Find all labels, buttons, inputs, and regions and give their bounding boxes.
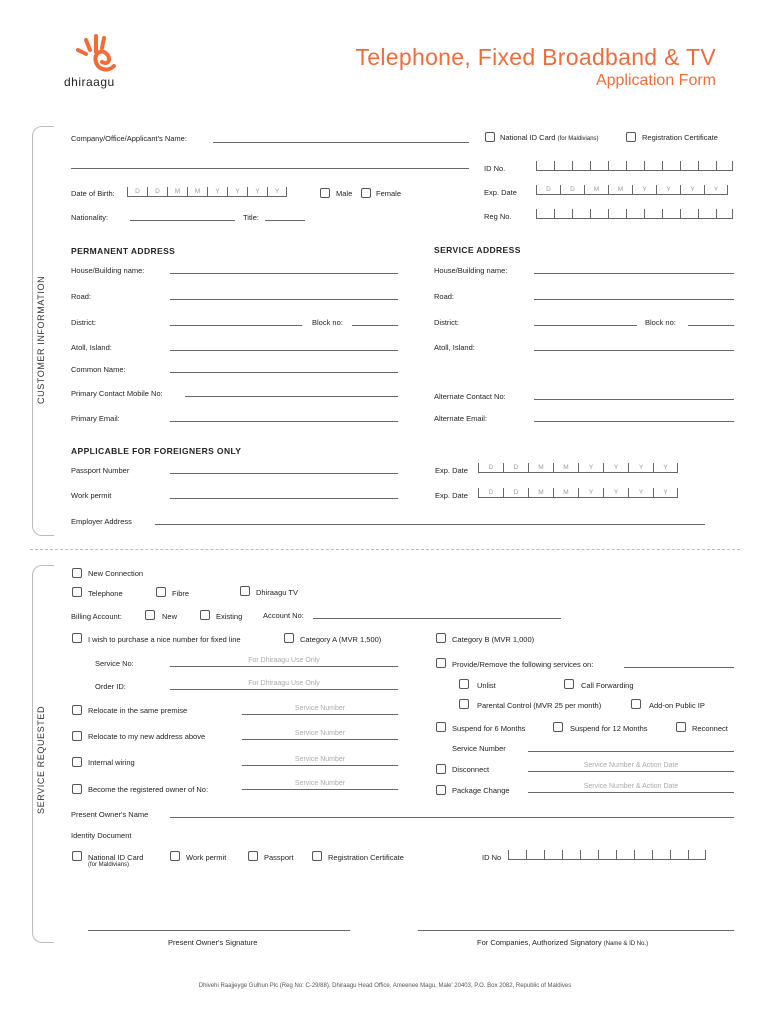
unlist-checkbox[interactable]: [459, 679, 469, 689]
order-id-label: Order ID:: [95, 682, 126, 691]
logo-mark-icon: [72, 32, 118, 76]
disconnect-checkbox[interactable]: [436, 764, 446, 774]
registered-owner-field[interactable]: [242, 789, 398, 790]
order-id-field[interactable]: [170, 689, 398, 690]
applicant-name-field-2[interactable]: [71, 168, 469, 169]
reg-cert-label: Registration Certificate: [642, 133, 718, 142]
relocate-new-field[interactable]: [242, 739, 398, 740]
passport-field[interactable]: [170, 473, 398, 474]
national-id-label: National ID Card (for Maldivians): [500, 133, 599, 142]
owner-signature-field[interactable]: [88, 930, 350, 931]
male-label: Male: [336, 189, 353, 198]
service-number-label: Service Number: [452, 744, 506, 753]
male-checkbox[interactable]: [320, 188, 330, 198]
id-card-sublabel: (for Maldivians): [88, 862, 130, 868]
work-permit-checkbox[interactable]: [170, 851, 180, 861]
id-no-boxes[interactable]: [536, 161, 733, 171]
id-no-doc-label: ID No: [482, 853, 502, 862]
public-ip-label: Add-on Public IP: [649, 701, 705, 710]
permanent-address-header: PERMANENT ADDRESS: [71, 246, 176, 256]
fibre-checkbox[interactable]: [156, 587, 166, 597]
public-ip-checkbox[interactable]: [631, 699, 641, 709]
exp-date-boxes[interactable]: D D M M Y Y Y Y: [536, 185, 728, 195]
call-forwarding-checkbox[interactable]: [564, 679, 574, 689]
relocate-new-label: Relocate to my new address above: [88, 732, 206, 741]
relocate-same-checkbox[interactable]: [72, 705, 82, 715]
relocate-same-label: Relocate in the same premise: [88, 706, 188, 715]
suspend-12-label: Suspend for 12 Months: [570, 724, 648, 733]
company-signature-label: For Companies, Authorized Signatory (Name & ID No.): [477, 938, 649, 947]
package-change-label: Package Change: [452, 786, 510, 795]
perm-district-label: District:: [71, 318, 96, 327]
id-card-checkbox[interactable]: [72, 851, 82, 861]
work-permit-doc-label: Work permit: [186, 853, 227, 862]
disconnect-field[interactable]: [528, 771, 734, 772]
dhiraagu-logo: [62, 32, 142, 92]
section-divider: [30, 549, 740, 550]
owner-signature-label: Present Owner's Signature: [168, 938, 258, 947]
perm-block-field[interactable]: [352, 325, 398, 326]
svc-atoll-label: Atoll, Island:: [434, 343, 475, 352]
perm-common-label: Common Name:: [71, 365, 126, 374]
svc-house-field[interactable]: [534, 273, 734, 274]
id-card-label: National ID Card: [88, 853, 144, 862]
passport-checkbox[interactable]: [248, 851, 258, 861]
package-change-checkbox[interactable]: [436, 785, 446, 795]
service-no-placeholder: For Dhiraagu Use Only: [248, 657, 320, 664]
perm-block-label: Block no:: [312, 318, 343, 327]
relocate-new-checkbox[interactable]: [72, 731, 82, 741]
category-b-checkbox[interactable]: [436, 633, 446, 643]
order-id-placeholder: For Dhiraagu Use Only: [248, 680, 320, 687]
package-change-placeholder: Service Number & Action Date: [583, 783, 679, 790]
unlist-label: Unlist: [477, 681, 496, 690]
reconnect-label: Reconnect: [692, 724, 728, 733]
present-owner-field[interactable]: [170, 817, 734, 818]
svc-house-label: House/Building name:: [434, 266, 508, 275]
perm-district-field[interactable]: [170, 325, 302, 326]
perm-common-field[interactable]: [170, 372, 398, 373]
perm-road-label: Road:: [71, 292, 92, 301]
telephone-checkbox[interactable]: [72, 587, 82, 597]
service-address-header: SERVICE ADDRESS: [434, 245, 521, 255]
svc-district-label: District:: [434, 318, 459, 327]
svc-road-field[interactable]: [534, 299, 734, 300]
provide-remove-label: Provide/Remove the following services on:: [452, 660, 594, 669]
svc-block-field[interactable]: [688, 325, 734, 326]
svc-alt-email-field[interactable]: [534, 421, 734, 422]
perm-road-field[interactable]: [170, 299, 398, 300]
relocate-same-placeholder: Service Number: [294, 705, 346, 712]
svc-alt-contact-label: Alternate Contact No:: [434, 392, 506, 401]
service-no-field[interactable]: [170, 666, 398, 667]
title-field[interactable]: [265, 220, 305, 221]
form-title: Telephone, Fixed Broadband & TV: [355, 44, 716, 70]
nationality-field[interactable]: [130, 220, 235, 221]
registered-owner-label: Become the registered owner of No:: [88, 785, 209, 794]
perm-house-label: House/Building name:: [71, 266, 145, 275]
registered-owner-checkbox[interactable]: [72, 784, 82, 794]
category-b-label: Category B (MVR 1,000): [452, 635, 535, 644]
package-change-field[interactable]: [528, 792, 734, 793]
svc-block-label: Block no:: [645, 318, 676, 327]
applicant-name-label: Company/Office/Applicant's Name:: [71, 134, 187, 143]
billing-new-checkbox[interactable]: [145, 610, 155, 620]
nice-number-label: I wish to purchase a nice number for fixed line: [88, 635, 241, 644]
svc-road-label: Road:: [434, 292, 455, 301]
category-a-label: Category A (MVR 1,500): [300, 635, 382, 644]
perm-atoll-field[interactable]: [170, 350, 398, 351]
parental-control-label: Parental Control (MVR 25 per month): [477, 701, 602, 710]
company-signature-field[interactable]: [418, 930, 734, 931]
perm-mobile-label: Primary Contact Mobile No:: [71, 389, 163, 398]
work-permit-field[interactable]: [170, 498, 398, 499]
brand-name: dhiraagu: [64, 75, 115, 89]
billing-existing-label: Existing: [216, 612, 243, 621]
service-section-label: SERVICE REQUESTED: [36, 705, 46, 814]
reg-cert-doc-checkbox[interactable]: [312, 851, 322, 861]
svc-atoll-field[interactable]: [534, 350, 734, 351]
reg-cert-doc-label: Registration Certificate: [328, 853, 404, 862]
work-permit-label: Work permit: [71, 491, 112, 500]
billing-label: Billing Account:: [71, 612, 122, 621]
perm-atoll-label: Atoll, Island:: [71, 343, 112, 352]
account-no-label: Account No:: [263, 611, 304, 620]
tv-checkbox[interactable]: [240, 586, 250, 596]
billing-existing-checkbox[interactable]: [200, 610, 210, 620]
internal-wiring-placeholder: Service Number: [294, 756, 346, 763]
disconnect-label: Disconnect: [452, 765, 490, 774]
fibre-label: Fibre: [172, 589, 190, 598]
employer-field[interactable]: [155, 524, 705, 525]
internal-wiring-checkbox[interactable]: [72, 757, 82, 767]
passport-doc-label: Passport: [264, 853, 294, 862]
perm-email-field[interactable]: [170, 421, 398, 422]
title-label: Title:: [243, 213, 259, 222]
account-no-field[interactable]: [313, 618, 561, 619]
service-no-label: Service No:: [95, 659, 134, 668]
suspend-12-checkbox[interactable]: [553, 722, 563, 732]
female-checkbox[interactable]: [361, 188, 371, 198]
female-label: Female: [376, 189, 402, 198]
relocate-same-field[interactable]: [242, 714, 398, 715]
parental-control-checkbox[interactable]: [459, 699, 469, 709]
id-no-label: ID No.: [484, 164, 506, 173]
form-subtitle: Application Form: [595, 72, 716, 89]
dob-label: Date of Birth:: [71, 189, 115, 198]
suspend-6-label: Suspend for 6 Months: [452, 724, 526, 733]
nationality-label: Nationality:: [71, 213, 109, 222]
service-number-field[interactable]: [528, 751, 734, 752]
employer-label: Employer Address: [71, 517, 132, 526]
id-no-doc-boxes[interactable]: [508, 850, 706, 860]
perm-house-field[interactable]: [170, 273, 398, 274]
customer-section-label: CUSTOMER INFORMATION: [36, 275, 46, 404]
nice-number-checkbox[interactable]: [72, 633, 82, 643]
dob-boxes[interactable]: D D M M Y Y Y Y: [127, 187, 287, 197]
identity-doc-label: Identity Document: [71, 831, 132, 840]
new-connection-label: New Connection: [88, 569, 144, 578]
footer-text: Dhivehi Raajjeyge Gulhun Plc (Reg No: C-29/88). Dhiraagu Head Office, Ameenee Magu, Male' 20403, P.O. Box 2082, Republic of Maldives: [198, 983, 572, 989]
permit-exp-boxes[interactable]: D D M M Y Y Y Y: [478, 488, 678, 498]
permit-exp-label: Exp. Date: [435, 491, 468, 500]
reconnect-checkbox[interactable]: [676, 722, 686, 732]
reg-no-boxes[interactable]: [536, 209, 733, 219]
passport-exp-label: Exp. Date: [435, 466, 468, 475]
relocate-new-placeholder: Service Number: [294, 730, 346, 737]
exp-date-label: Exp. Date: [484, 188, 517, 197]
passport-label: Passport Number: [71, 466, 130, 475]
suspend-6-checkbox[interactable]: [436, 722, 446, 732]
present-owner-label: Present Owner's Name: [71, 810, 149, 819]
billing-new-label: New: [162, 612, 178, 621]
foreigners-header: APPLICABLE FOR FOREIGNERS ONLY: [71, 446, 242, 456]
registered-owner-placeholder: Service Number: [294, 780, 346, 787]
passport-exp-boxes[interactable]: D D M M Y Y Y Y: [478, 463, 678, 473]
internal-wiring-field[interactable]: [242, 765, 398, 766]
perm-email-label: Primary Email:: [71, 414, 120, 423]
provide-remove-checkbox[interactable]: [436, 658, 446, 668]
call-forwarding-label: Call Forwarding: [581, 681, 634, 690]
disconnect-placeholder: Service Number & Action Date: [583, 762, 679, 769]
reg-no-label: Reg No.: [484, 212, 512, 221]
perm-mobile-field[interactable]: [185, 396, 398, 397]
svc-district-field[interactable]: [534, 325, 637, 326]
provide-remove-field[interactable]: [624, 667, 734, 668]
applicant-name-field[interactable]: [213, 142, 469, 143]
svc-alt-email-label: Alternate Email:: [434, 414, 487, 423]
category-a-checkbox[interactable]: [284, 633, 294, 643]
internal-wiring-label: Internal wiring: [88, 758, 135, 767]
national-id-checkbox[interactable]: [485, 132, 495, 142]
tv-label: Dhiraagu TV: [256, 588, 298, 597]
svc-alt-contact-field[interactable]: [534, 399, 734, 400]
telephone-label: Telephone: [88, 589, 123, 598]
reg-cert-checkbox[interactable]: [626, 132, 636, 142]
new-connection-checkbox[interactable]: [72, 568, 82, 578]
